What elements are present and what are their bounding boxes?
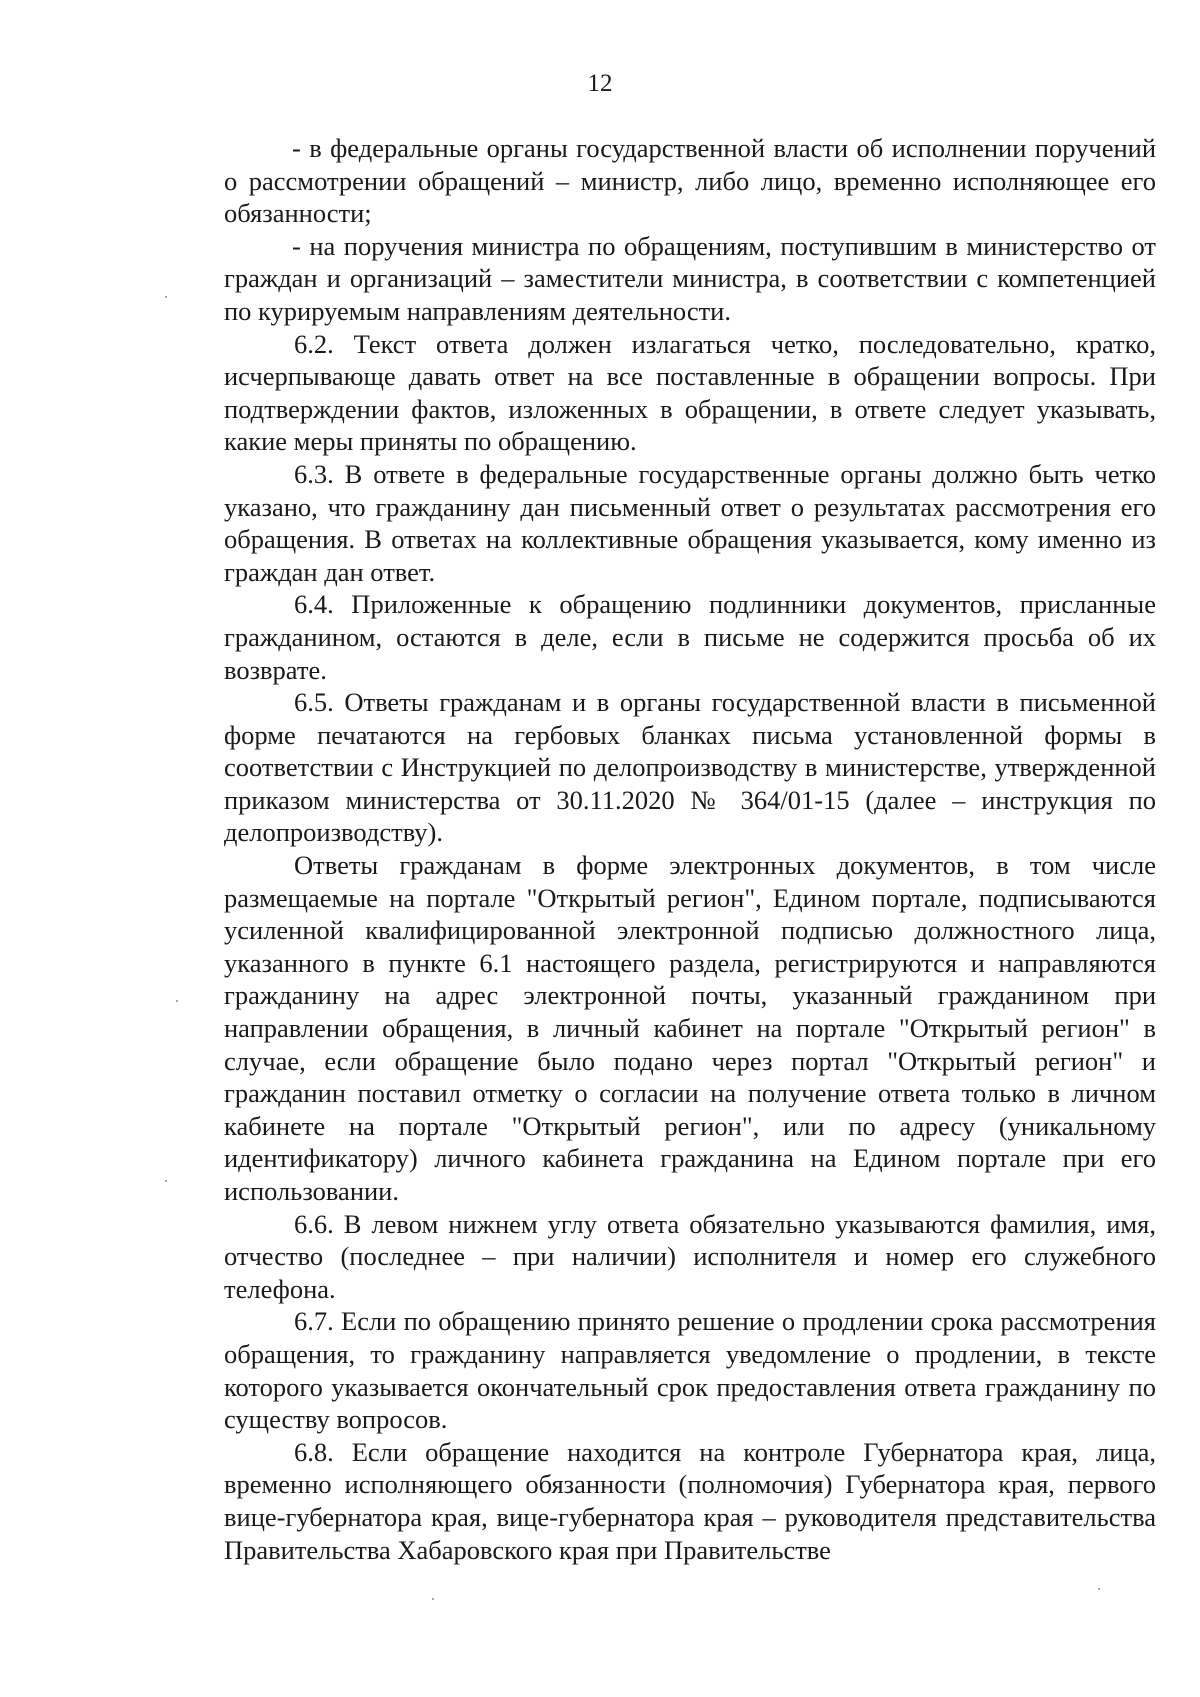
paragraph-6-5: 6.5. Ответы гражданам и в органы государственной власти в письменной форме печатаются на гербовых бланках письма установленной формы в соответствии с Инструкцией по делопроизводству в министерстве, утвержденной приказом министерства от 30.11.2020 № 364/01-15 (далее – инструкция по делопроизводству). bbox=[224, 687, 1156, 848]
paragraph-6-2: 6.2. Текст ответа должен излагаться четко, последовательно, кратко, исчерпывающе давать ответ на все поставленные в обращении вопросы. При подтверждении фактов, изложенных в обращении, в ответе следует указывать, какие меры приняты по обращению. bbox=[224, 328, 1156, 457]
scan-speck bbox=[432, 1598, 434, 1600]
scan-speck bbox=[176, 1000, 178, 1002]
paragraph-dash-2: - на поручения министра по обращениям, поступившим в министерство от граждан и организаций – заместители министра, в соответствии с компетенцией по курируемым направлениям деятельности. bbox=[224, 230, 1156, 326]
paragraph-electronic-answers: Ответы гражданам в форме электронных документов, в том числе размещаемые на портале "Открытый регион", Едином портале, подписываются усиленной квалифицированной электронной подписью должностного лица, указанного в пункте 6.1 настоящего раздела, регистрируются и направляются гражданину на адрес электронной почты, указанный гражданином при направлении обращения, в личный кабинет на портале "Открытый регион" в случае, если обращение было подано через портал "Открытый регион" и гражданин поставил отметку о согласии на получение ответа только в личном кабинете на портале "Открытый регион", или по адресу (уникальному идентификатору) личного кабинета гражданина на Едином портале при его использовании. bbox=[224, 850, 1156, 1206]
document-body bbox=[224, 132, 1156, 1566]
page-number: 12 bbox=[587, 70, 613, 97]
paragraph-6-6: 6.6. В левом нижнем углу ответа обязательно указываются фамилия, имя, отчество (последнее – при наличии) исполнителя и номер его служебного телефона. bbox=[224, 1208, 1156, 1304]
paragraph-6-7: 6.7. Если по обращению принято решение о продлении срока рассмотрения обращения, то гражданину направляется уведомление о продлении, в тексте которого указывается окончательный срок предоставления ответа гражданину по существу вопросов. bbox=[224, 1306, 1156, 1435]
paragraph-6-3: 6.3. В ответе в федеральные государственные органы должно быть четко указано, что гражданину дан письменный ответ о результатах рассмотрения его обращения. В ответах на коллективные обращения указывается, кому именно из граждан дан ответ. bbox=[224, 458, 1156, 587]
scan-speck bbox=[165, 296, 167, 298]
scan-speck bbox=[1098, 1588, 1100, 1590]
paragraph-dash-1: - в федеральные органы государственной власти об исполнении поручений о рассмотрении обращений – министр, либо лицо, временно исполняющее его обязанности; bbox=[224, 133, 1156, 229]
scan-speck bbox=[165, 1180, 167, 1182]
paragraph-6-8: 6.8. Если обращение находится на контроле Губернатора края, лица, временно исполняющего обязанности (полномочия) Губернатора края, первого вице-губернатора края, вице-губернатора края – руководителя представительства Правительства Хабаровского края при Правительстве bbox=[224, 1436, 1156, 1565]
paragraph-6-4: 6.4. Приложенные к обращению подлинники документов, присланные гражданином, остаются в деле, если в письме не содержится просьба об их возврате. bbox=[224, 589, 1156, 685]
